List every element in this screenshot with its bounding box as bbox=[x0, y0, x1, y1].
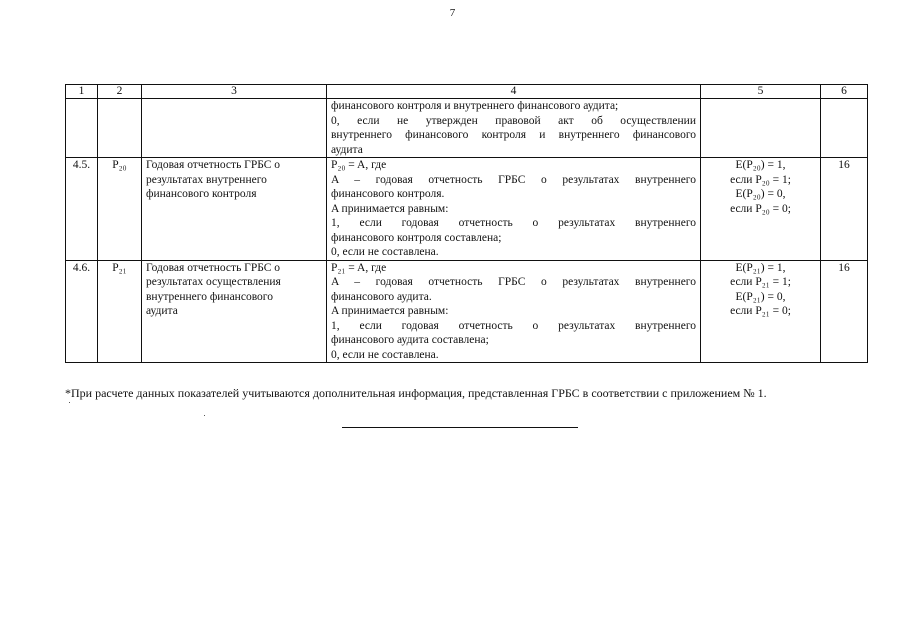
description-line: аудита bbox=[146, 305, 178, 317]
description-line: внутреннего финансового bbox=[146, 290, 273, 303]
cell-evaluation bbox=[701, 99, 821, 158]
formula-line: финансового контроля. bbox=[331, 188, 445, 200]
formula-line: 1, если годовая отчетность о результатах внутреннего bbox=[331, 217, 696, 229]
formula-line: A – годовая отчетность ГРБС о результатах внутреннего bbox=[331, 173, 696, 186]
cell-num: 4.6. bbox=[66, 260, 98, 363]
evaluation-line: если P₂₁ = 1; bbox=[730, 276, 791, 288]
description-line: результатах внутреннего bbox=[146, 173, 267, 186]
description-line: финансового контроля bbox=[146, 188, 257, 200]
cell-num bbox=[66, 99, 98, 158]
column-header: 5 bbox=[701, 85, 821, 99]
table-row-continuation bbox=[66, 99, 868, 158]
scan-speck bbox=[69, 402, 70, 403]
formula-line: 1, если годовая отчетность о результатах внутреннего bbox=[331, 319, 696, 332]
cell-evaluation bbox=[701, 158, 821, 261]
formula-line: финансового аудита. bbox=[331, 290, 432, 303]
cell-formula bbox=[327, 158, 701, 261]
evaluation-line: если P₂₁ = 0; bbox=[730, 305, 791, 317]
page-number: 7 bbox=[449, 7, 456, 19]
scan-speck bbox=[204, 415, 205, 416]
formula-line: 0, если не утвержден правовой акт об осуществлении bbox=[331, 114, 696, 127]
cell-code: P₂₀ bbox=[98, 158, 142, 261]
cell-description bbox=[142, 99, 327, 158]
cell-code bbox=[98, 99, 142, 158]
cell-max-score bbox=[821, 99, 868, 158]
evaluation-line: E(P₂₁) = 1, bbox=[735, 261, 786, 274]
column-header: 2 bbox=[98, 85, 142, 99]
formula-line: финансового контроля составлена; bbox=[331, 231, 502, 244]
formula-line: 0, если не составлена. bbox=[331, 348, 439, 361]
formula-line: финансового контроля и внутреннего финансового аудита; bbox=[331, 100, 619, 112]
column-header: 6 bbox=[821, 85, 868, 99]
formula-line: 0, если не составлена. bbox=[331, 246, 439, 258]
indicators-table bbox=[65, 84, 868, 363]
column-header: 3 bbox=[142, 85, 327, 99]
evaluation-line: если P₂₀ = 1; bbox=[730, 173, 791, 186]
cell-code: P₂₁ bbox=[98, 260, 142, 363]
table-row bbox=[66, 260, 868, 363]
cell-formula bbox=[327, 99, 701, 158]
column-header: 4 bbox=[327, 85, 701, 99]
formula-line: аудита bbox=[331, 143, 363, 156]
evaluation-line: E(P₂₀) = 0, bbox=[735, 188, 786, 200]
evaluation-line: E(P₂₀) = 1, bbox=[735, 159, 786, 171]
cell-evaluation bbox=[701, 260, 821, 363]
description-line: Годовая отчетность ГРБС о bbox=[146, 159, 281, 171]
footnote: *При расчете данных показателей учитываются дополнительная информация, представленная ГРБС в соответствии с приложением № 1. bbox=[65, 386, 767, 400]
cell-formula bbox=[327, 260, 701, 363]
cell-max-score: 16 bbox=[821, 260, 868, 363]
formula-line: P₂₀ = A, где bbox=[331, 159, 387, 171]
formula-line: A – годовая отчетность ГРБС о результатах внутреннего bbox=[331, 276, 696, 288]
evaluation-line: E(P₂₁) = 0, bbox=[735, 290, 786, 303]
cell-num: 4.5. bbox=[66, 158, 98, 261]
table-header-row bbox=[66, 85, 868, 99]
formula-line: P₂₁ = A, где bbox=[331, 261, 387, 274]
evaluation-line: если P₂₀ = 0; bbox=[730, 202, 791, 215]
description-line: Годовая отчетность ГРБС о bbox=[146, 261, 281, 274]
description-line: результатах осуществления bbox=[146, 276, 281, 288]
column-header: 1 bbox=[66, 85, 98, 99]
formula-line: A принимается равным: bbox=[331, 202, 449, 215]
formula-line: A принимается равным: bbox=[331, 305, 449, 317]
closing-rule bbox=[342, 427, 578, 428]
table-row bbox=[66, 158, 868, 261]
formula-line: финансового аудита составлена; bbox=[331, 334, 489, 346]
formula-line: внутреннего финансового контроля и внутреннего финансового bbox=[331, 129, 696, 141]
cell-description bbox=[142, 158, 327, 261]
cell-max-score: 16 bbox=[821, 158, 868, 261]
cell-description bbox=[142, 260, 327, 363]
